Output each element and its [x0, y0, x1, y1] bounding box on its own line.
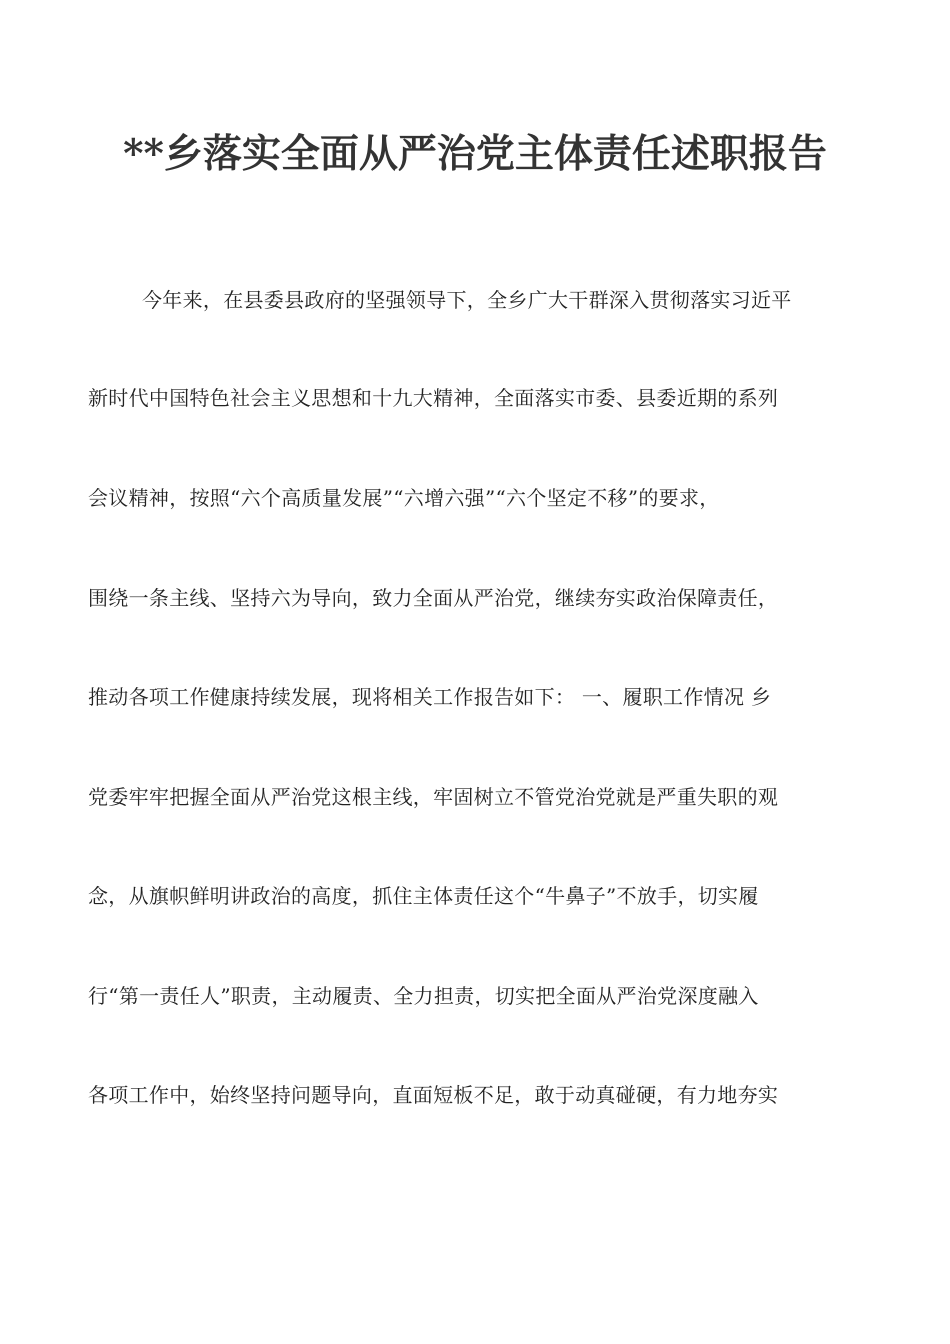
- paragraph-line: 行“第一责任人”职责，主动履责、全力担责，切实把全面从严治党深度融入: [88, 984, 759, 1008]
- paragraph-line: 今年来，在县委县政府的坚强领导下，全乡广大干群深入贯彻落实习近平: [142, 288, 792, 312]
- paragraph-line: 党委牢牢把握全面从严治党这根主线，牢固树立不管党治党就是严重失职的观: [88, 785, 779, 809]
- paragraph-line: 新时代中国特色社会主义思想和十九大精神，全面落实市委、县委近期的系列: [88, 386, 779, 410]
- paragraph-line: 念，从旗帜鲜明讲政治的高度，抓住主体责任这个“牛鼻子”不放手，切实履: [88, 884, 759, 908]
- paragraph-line: 围绕一条主线、坚持六为导向，致力全面从严治党，继续夯实政治保障责任，: [88, 586, 779, 610]
- paragraph-line: 各项工作中，始终坚持问题导向，直面短板不足，敢于动真碰硬，有力地夯实: [88, 1083, 779, 1107]
- paragraph-line: 推动各项工作健康持续发展，现将相关工作报告如下： 一、履职工作情况 乡: [88, 685, 772, 709]
- paragraph-line: 会议精神，按照“六个高质量发展”“六增六强”“六个坚定不移”的要求，: [88, 486, 720, 510]
- document-title: **乡落实全面从严治党主体责任述职报告: [123, 131, 827, 177]
